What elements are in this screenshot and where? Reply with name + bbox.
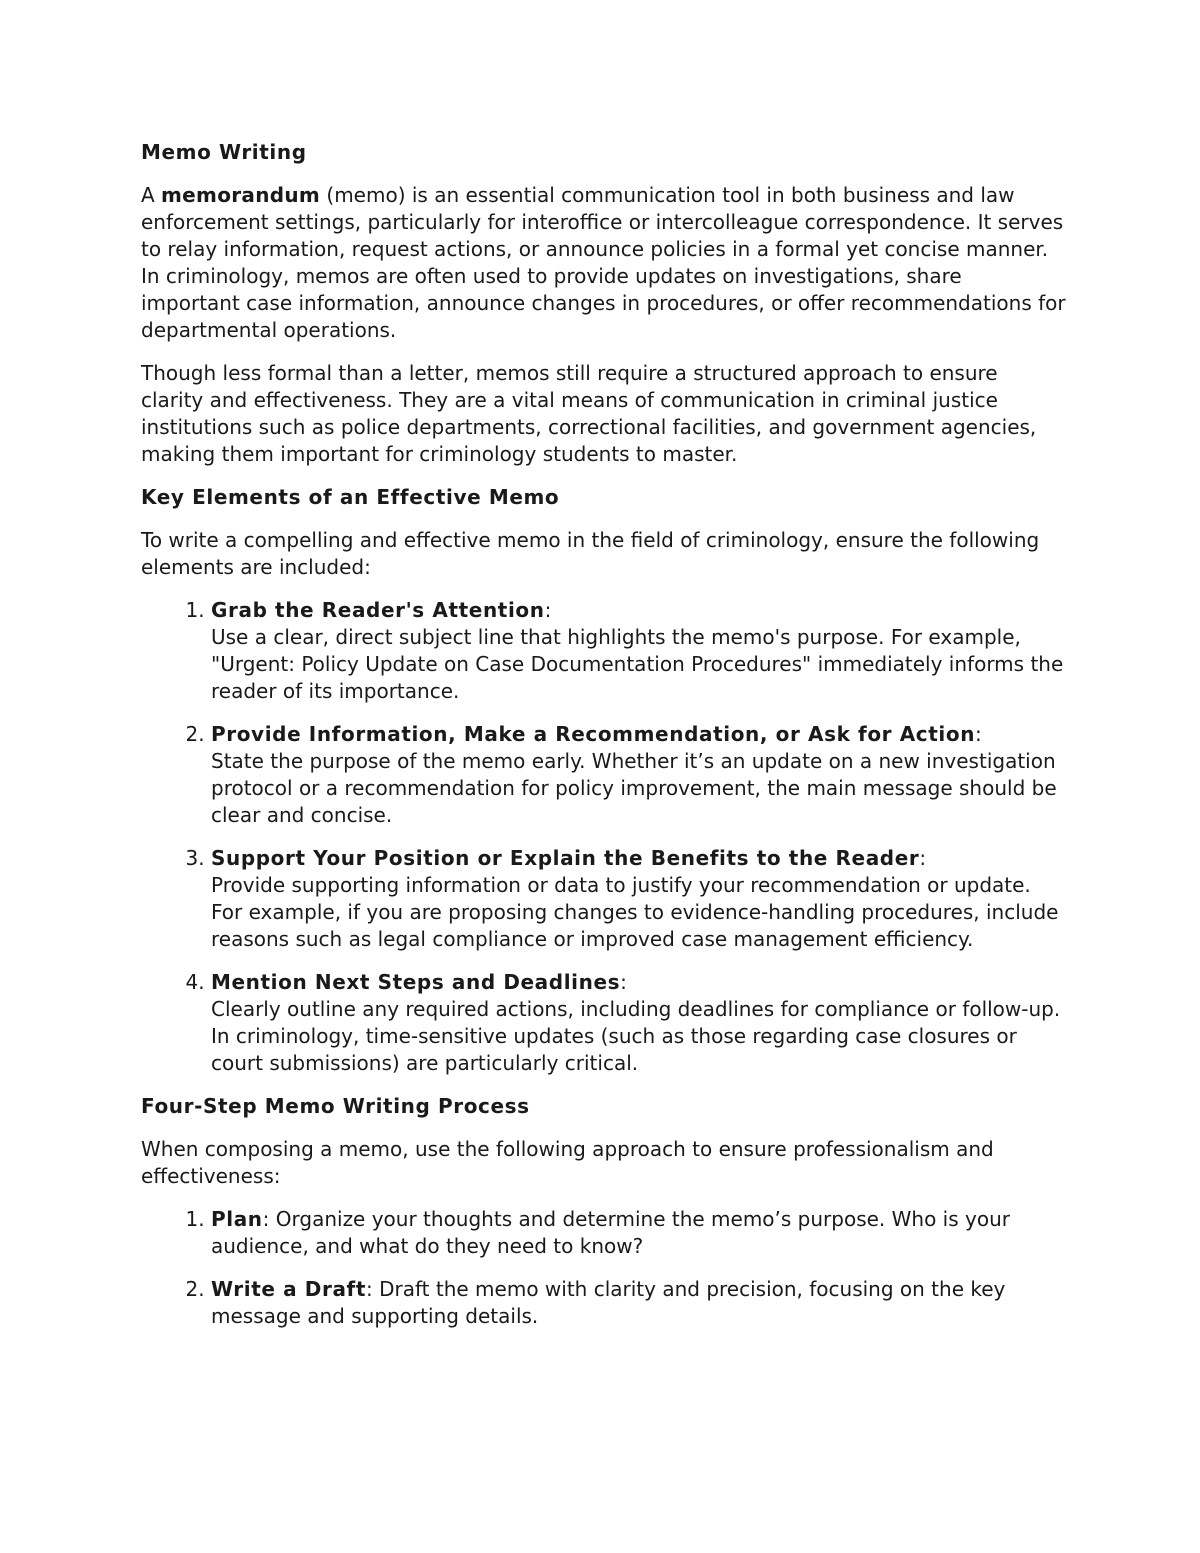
list-item [211,1276,1066,1330]
list-item-body: Draft the memo with clarity and precision, focusing on the key message and supporting details. [211,1277,1006,1328]
process-list [141,1206,1066,1330]
list-item-title: Grab the Reader's Attention [211,598,545,622]
list-item [211,721,1066,829]
list-item-colon: : [620,970,627,994]
intro-rest: (memo) is an essential communication tool in both business and law enforcement settings, particularly for interoffice or intercolleague correspondence. It serves to relay information, request actions, or announce policies in a formal yet concise manner. In criminology, memos are often used to provide updates on investigations, share important case information, announce changes in procedures, or offer recommendations for departmental operations. [141,183,1066,342]
key-elements-list [141,597,1066,1077]
intro-term: memorandum [161,183,321,207]
list-item-title: Plan [211,1207,263,1231]
list-item-title: Mention Next Steps and Deadlines [211,970,621,994]
list-item-body: Clearly outline any required actions, including deadlines for compliance or follow-up. In criminology, time-sensitive updates (such as those regarding case closures or court submissions) are particularly critical. [211,997,1061,1075]
intro-lead: A [141,183,162,207]
list-item-colon: : [544,598,552,622]
list-item [211,845,1066,953]
list-item-body: State the purpose of the memo early. Whether it’s an update on a new investigation protocol or a recommendation for policy improvement, the main message should be clear and concise. [211,749,1057,827]
document-page [141,139,1066,1346]
list-item-colon: : [919,846,927,870]
list-item [211,1206,1066,1260]
key-elements-intro: To write a compelling and effective memo in the field of criminology, ensure the following elements are included: [141,528,1040,579]
list-item-body: Provide supporting information or data to justify your recommendation or update. For example, if you are proposing changes to evidence-handling procedures, include reasons such as legal compliance or improved case management efficiency. [211,873,1059,951]
list-item-body: Organize your thoughts and determine the memo’s purpose. Who is your audience, and what do they need to know? [211,1207,1010,1258]
key-elements-heading: Key Elements of an Effective Memo [141,485,560,509]
process-intro: When composing a memo, use the following approach to ensure professionalism and effectiveness: [141,1137,994,1188]
list-item-title: Provide Information, Make a Recommendation, or Ask for Action [211,722,976,746]
second-paragraph: Though less formal than a letter, memos still require a structured approach to ensure clarity and effectiveness. They are a vital means of communication in criminal justice institutions such as police departments, correctional facilities, and government agencies, making them important for criminology students to master. [141,361,1037,466]
intro-paragraph [141,182,1066,344]
list-item-colon: : [366,1277,380,1301]
list-item [211,597,1066,705]
process-heading: Four-Step Memo Writing Process [141,1094,530,1118]
list-item [211,969,1066,1077]
page-title: Memo Writing [141,140,307,164]
list-item-title: Support Your Position or Explain the Benefits to the Reader [211,846,920,870]
list-item-body: Use a clear, direct subject line that highlights the memo's purpose. For example, "Urgent: Policy Update on Case Documentation Procedures" immediately informs the reader of its importance. [211,625,1064,703]
list-item-title: Write a Draft [211,1277,366,1301]
list-item-colon: : [262,1207,276,1231]
list-item-colon: : [975,722,982,746]
